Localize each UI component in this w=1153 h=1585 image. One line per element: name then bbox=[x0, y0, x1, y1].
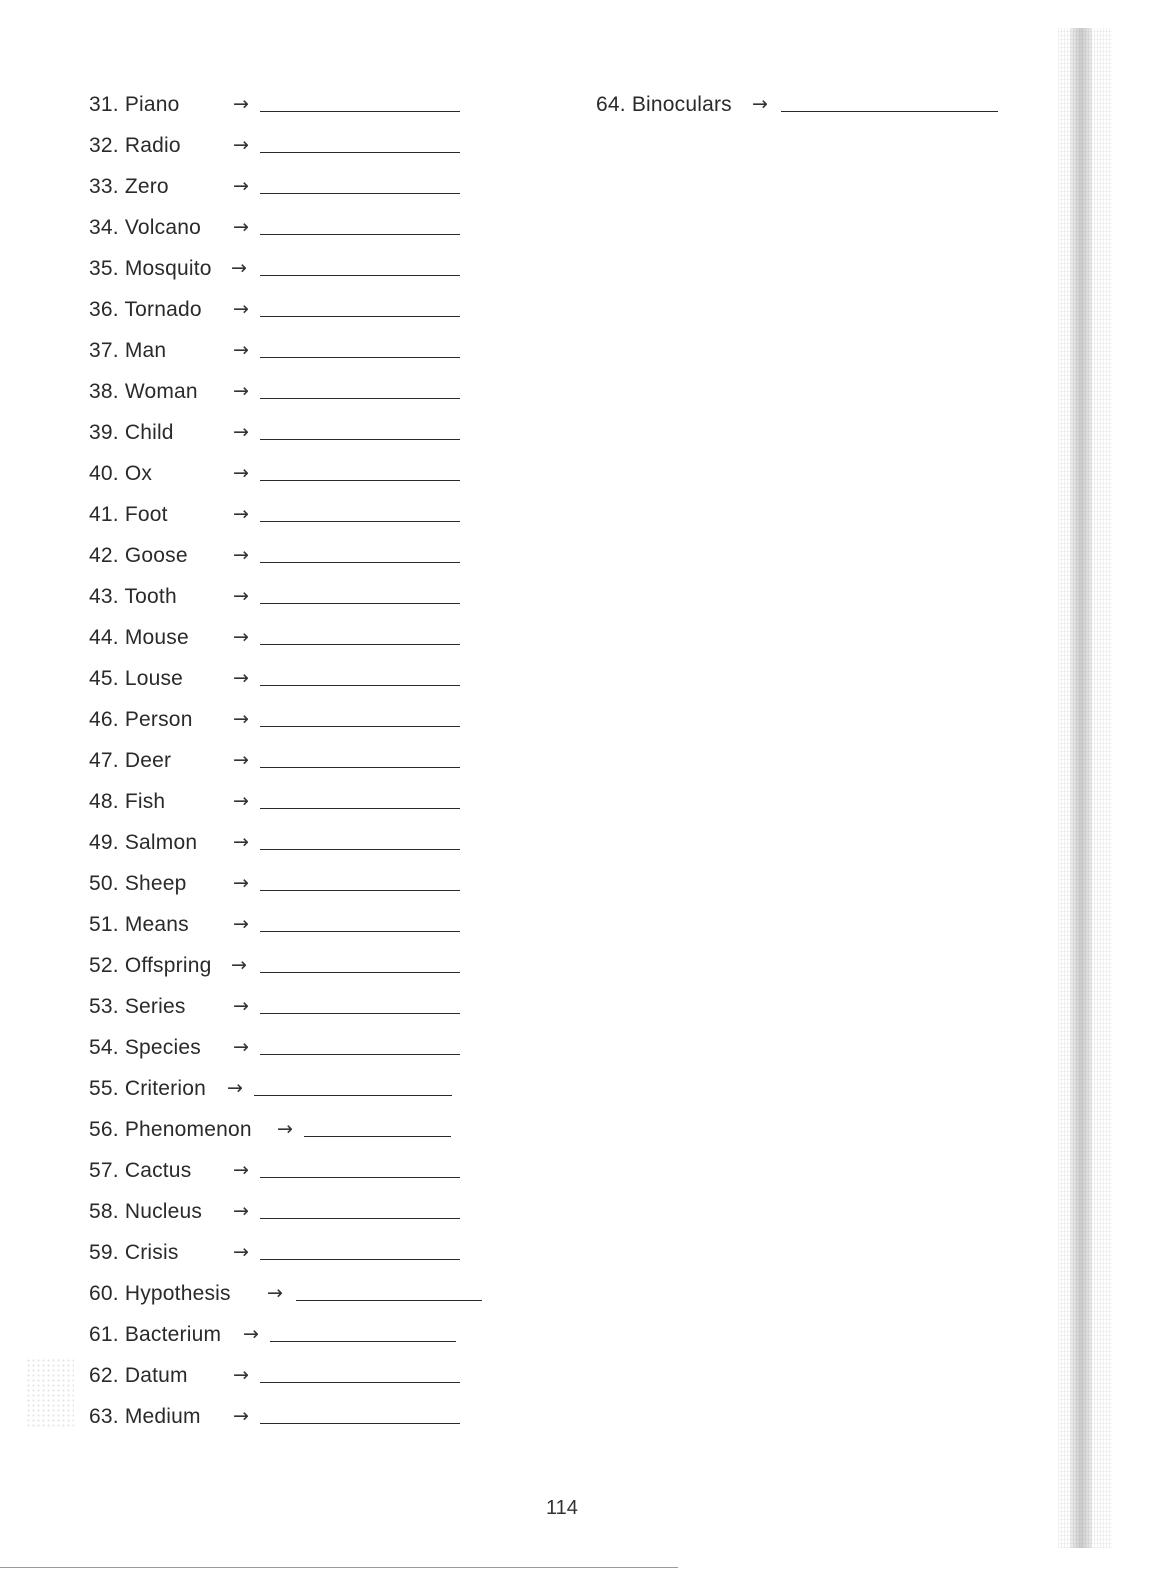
arrow-icon: → bbox=[233, 667, 249, 689]
answer-blank bbox=[260, 1218, 460, 1219]
item-word: Mouse bbox=[118, 626, 189, 649]
item-label bbox=[89, 623, 189, 653]
item-label bbox=[89, 172, 169, 202]
worksheet-item bbox=[89, 172, 460, 202]
item-number: 58. bbox=[89, 1200, 119, 1223]
answer-blank bbox=[254, 1095, 452, 1096]
worksheet-item bbox=[89, 1033, 460, 1063]
worksheet-item bbox=[89, 459, 460, 489]
answer-blank bbox=[260, 193, 460, 194]
arrow-icon: → bbox=[233, 585, 249, 607]
item-number: 34. bbox=[89, 216, 119, 239]
item-word: Bacterium bbox=[118, 1323, 222, 1346]
answer-blank bbox=[260, 1423, 460, 1424]
item-word: Criterion bbox=[118, 1077, 206, 1100]
answer-blank bbox=[260, 111, 460, 112]
item-label bbox=[89, 459, 152, 489]
item-word: Means bbox=[118, 913, 189, 936]
item-label bbox=[89, 500, 168, 530]
item-word: Ox bbox=[118, 462, 153, 485]
worksheet-item bbox=[89, 500, 460, 530]
item-word: Cactus bbox=[118, 1159, 192, 1182]
worksheet-item bbox=[89, 787, 460, 817]
item-label bbox=[89, 418, 174, 448]
item-label bbox=[89, 336, 166, 366]
arrow-icon: → bbox=[267, 1282, 283, 1304]
answer-blank bbox=[260, 275, 460, 276]
item-number: 42. bbox=[89, 544, 119, 567]
item-number: 39. bbox=[89, 421, 119, 444]
answer-blank bbox=[260, 316, 460, 317]
answer-blank bbox=[260, 685, 460, 686]
arrow-icon: → bbox=[233, 380, 249, 402]
arrow-icon: → bbox=[233, 1036, 249, 1058]
item-number: 56. bbox=[89, 1118, 119, 1141]
item-number: 33. bbox=[89, 175, 119, 198]
item-word: Tooth bbox=[118, 585, 177, 608]
arrow-icon: → bbox=[231, 257, 247, 279]
arrow-icon: → bbox=[277, 1118, 293, 1140]
item-number: 57. bbox=[89, 1159, 119, 1182]
item-label bbox=[89, 254, 212, 284]
answer-blank bbox=[260, 152, 460, 153]
worksheet-item bbox=[89, 705, 460, 735]
answer-blank bbox=[260, 1013, 460, 1014]
item-number: 59. bbox=[89, 1241, 119, 1264]
arrow-icon: → bbox=[233, 790, 249, 812]
answer-blank bbox=[260, 849, 460, 850]
bottom-rule bbox=[0, 1567, 678, 1568]
item-number: 46. bbox=[89, 708, 119, 731]
answer-blank bbox=[781, 111, 998, 112]
item-word: Mosquito bbox=[118, 257, 212, 280]
worksheet-item bbox=[89, 295, 460, 325]
item-number: 62. bbox=[89, 1364, 119, 1387]
item-word: Sheep bbox=[118, 872, 187, 895]
item-label bbox=[89, 90, 180, 120]
worksheet-item bbox=[89, 623, 460, 653]
worksheet-item bbox=[89, 1156, 460, 1186]
item-label bbox=[89, 1361, 188, 1391]
item-number: 48. bbox=[89, 790, 119, 813]
item-word: Zero bbox=[118, 175, 169, 198]
item-label bbox=[89, 213, 201, 243]
item-number: 60. bbox=[89, 1282, 119, 1305]
item-word: Tornado bbox=[118, 298, 202, 321]
item-label bbox=[89, 1115, 252, 1145]
item-number: 41. bbox=[89, 503, 119, 526]
item-number: 36. bbox=[89, 298, 119, 321]
answer-blank bbox=[304, 1136, 451, 1137]
item-number: 64. bbox=[596, 93, 626, 116]
arrow-icon: → bbox=[243, 1323, 259, 1345]
item-number: 51. bbox=[89, 913, 119, 936]
arrow-icon: → bbox=[233, 749, 249, 771]
item-number: 35. bbox=[89, 257, 119, 280]
item-number: 61. bbox=[89, 1323, 119, 1346]
item-label bbox=[89, 1402, 201, 1432]
arrow-icon: → bbox=[233, 1200, 249, 1222]
item-word: Fish bbox=[118, 790, 166, 813]
item-number: 43. bbox=[89, 585, 119, 608]
item-word: Nucleus bbox=[118, 1200, 203, 1223]
page-number: 114 bbox=[546, 1497, 578, 1519]
arrow-icon: → bbox=[233, 93, 249, 115]
item-label bbox=[89, 910, 189, 940]
item-word: Datum bbox=[118, 1364, 188, 1387]
arrow-icon: → bbox=[233, 503, 249, 525]
item-word: Louse bbox=[118, 667, 184, 690]
arrow-icon: → bbox=[233, 626, 249, 648]
arrow-icon: → bbox=[233, 1241, 249, 1263]
worksheet-item bbox=[89, 1074, 452, 1104]
arrow-icon: → bbox=[233, 339, 249, 361]
arrow-icon: → bbox=[233, 831, 249, 853]
worksheet-item bbox=[89, 1361, 460, 1391]
item-word: Foot bbox=[118, 503, 168, 526]
worksheet-item bbox=[89, 828, 460, 858]
item-label bbox=[89, 131, 181, 161]
item-number: 40. bbox=[89, 462, 119, 485]
item-label bbox=[89, 1279, 231, 1309]
item-number: 38. bbox=[89, 380, 119, 403]
item-word: Person bbox=[118, 708, 193, 731]
item-number: 53. bbox=[89, 995, 119, 1018]
worksheet-item bbox=[89, 1279, 482, 1309]
worksheet-item bbox=[89, 541, 460, 571]
arrow-icon: → bbox=[233, 995, 249, 1017]
item-number: 54. bbox=[89, 1036, 119, 1059]
worksheet-item bbox=[89, 869, 460, 899]
answer-blank bbox=[260, 603, 460, 604]
item-word: Salmon bbox=[118, 831, 198, 854]
item-word: Phenomenon bbox=[118, 1118, 252, 1141]
item-word: Piano bbox=[118, 93, 180, 116]
item-label bbox=[89, 746, 171, 776]
item-number: 49. bbox=[89, 831, 119, 854]
item-word: Man bbox=[118, 339, 167, 362]
item-label bbox=[89, 1197, 202, 1227]
item-number: 55. bbox=[89, 1077, 119, 1100]
item-word: Goose bbox=[118, 544, 188, 567]
answer-blank bbox=[260, 521, 460, 522]
item-label bbox=[89, 1074, 206, 1104]
answer-blank bbox=[260, 767, 460, 768]
item-label bbox=[89, 541, 188, 571]
item-label bbox=[89, 705, 193, 735]
arrow-icon: → bbox=[233, 544, 249, 566]
worksheet-item bbox=[89, 336, 460, 366]
item-label bbox=[89, 1156, 191, 1186]
item-word: Deer bbox=[118, 749, 172, 772]
arrow-icon: → bbox=[233, 872, 249, 894]
item-label bbox=[89, 992, 186, 1022]
answer-blank bbox=[260, 1054, 460, 1055]
answer-blank bbox=[260, 439, 460, 440]
arrow-icon: → bbox=[233, 216, 249, 238]
item-label bbox=[89, 1238, 179, 1268]
arrow-icon: → bbox=[233, 1364, 249, 1386]
arrow-icon: → bbox=[233, 462, 249, 484]
item-word: Crisis bbox=[118, 1241, 179, 1264]
answer-blank bbox=[270, 1341, 456, 1342]
arrow-icon: → bbox=[227, 1077, 243, 1099]
item-word: Species bbox=[118, 1036, 201, 1059]
worksheet-item bbox=[89, 664, 460, 694]
answer-blank bbox=[260, 972, 460, 973]
arrow-icon: → bbox=[233, 175, 249, 197]
worksheet-item bbox=[89, 910, 460, 940]
arrow-icon: → bbox=[233, 708, 249, 730]
item-number: 37. bbox=[89, 339, 119, 362]
item-label bbox=[89, 664, 183, 694]
item-word: Hypothesis bbox=[118, 1282, 231, 1305]
arrow-icon: → bbox=[233, 298, 249, 320]
item-label bbox=[89, 869, 187, 899]
worksheet-item bbox=[89, 131, 460, 161]
item-label bbox=[89, 1320, 221, 1350]
worksheet-item bbox=[89, 377, 460, 407]
item-number: 52. bbox=[89, 954, 119, 977]
answer-blank bbox=[260, 480, 460, 481]
item-label bbox=[89, 1033, 201, 1063]
item-label bbox=[596, 90, 732, 120]
arrow-icon: → bbox=[233, 421, 249, 443]
item-word: Medium bbox=[118, 1405, 201, 1428]
item-number: 31. bbox=[89, 93, 119, 116]
arrow-icon: → bbox=[233, 1405, 249, 1427]
worksheet-item bbox=[89, 213, 460, 243]
answer-blank bbox=[260, 890, 460, 891]
worksheet-item bbox=[89, 1238, 460, 1268]
item-label bbox=[89, 582, 177, 612]
worksheet-item bbox=[89, 254, 460, 284]
item-word: Radio bbox=[118, 134, 181, 157]
item-number: 44. bbox=[89, 626, 119, 649]
answer-blank bbox=[260, 357, 460, 358]
worksheet-item bbox=[89, 90, 460, 120]
arrow-icon: → bbox=[231, 954, 247, 976]
answer-blank bbox=[296, 1300, 482, 1301]
worksheet-item bbox=[89, 746, 460, 776]
worksheet-item bbox=[89, 1320, 456, 1350]
item-number: 63. bbox=[89, 1405, 119, 1428]
item-label bbox=[89, 295, 202, 325]
item-label bbox=[89, 828, 197, 858]
worksheet-item bbox=[89, 992, 460, 1022]
worksheet-item bbox=[89, 951, 460, 981]
arrow-icon: → bbox=[752, 93, 768, 115]
answer-blank bbox=[260, 234, 460, 235]
scan-smudge bbox=[26, 1358, 74, 1428]
item-word: Series bbox=[118, 995, 186, 1018]
item-number: 45. bbox=[89, 667, 119, 690]
worksheet-item bbox=[89, 582, 460, 612]
answer-blank bbox=[260, 1177, 460, 1178]
answer-blank bbox=[260, 726, 460, 727]
item-label bbox=[89, 951, 211, 981]
item-number: 50. bbox=[89, 872, 119, 895]
item-word: Offspring bbox=[118, 954, 212, 977]
binding-edge bbox=[1070, 28, 1092, 1548]
answer-blank bbox=[260, 931, 460, 932]
answer-blank bbox=[260, 1259, 460, 1260]
worksheet-item bbox=[596, 90, 998, 120]
item-word: Child bbox=[118, 421, 174, 444]
answer-blank bbox=[260, 1382, 460, 1383]
item-word: Woman bbox=[118, 380, 198, 403]
arrow-icon: → bbox=[233, 134, 249, 156]
worksheet-item bbox=[89, 1197, 460, 1227]
worksheet-item bbox=[89, 1115, 451, 1145]
worksheet-item bbox=[89, 1402, 460, 1432]
item-number: 47. bbox=[89, 749, 119, 772]
item-word: Volcano bbox=[118, 216, 201, 239]
answer-blank bbox=[260, 562, 460, 563]
item-label bbox=[89, 787, 165, 817]
item-label bbox=[89, 377, 198, 407]
arrow-icon: → bbox=[233, 913, 249, 935]
answer-blank bbox=[260, 398, 460, 399]
answer-blank bbox=[260, 644, 460, 645]
arrow-icon: → bbox=[233, 1159, 249, 1181]
worksheet-item bbox=[89, 418, 460, 448]
item-number: 32. bbox=[89, 134, 119, 157]
answer-blank bbox=[260, 808, 460, 809]
item-word: Binoculars bbox=[625, 93, 732, 116]
